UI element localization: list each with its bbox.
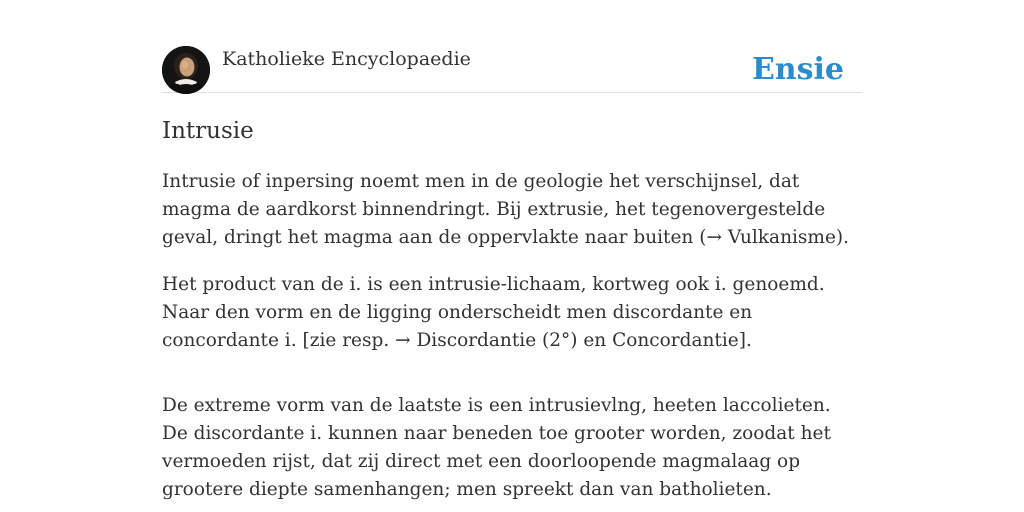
- article-paragraph: Intrusie of inpersing noemt men in de geologie het verschijnsel, dat magma de aardkorst binnendringt. Bij extrusie, het tegenovergestelde geval, dringt het magma aan de oppervlakte naar buiten (→ Vulkanisme).: [162, 171, 849, 248]
- brand-logo[interactable]: Ensie: [751, 52, 844, 87]
- site-header: [162, 46, 862, 93]
- avatar[interactable]: [162, 46, 210, 94]
- article-body: [162, 168, 862, 512]
- article-title: Intrusie: [162, 118, 254, 144]
- article-paragraph: Het product van de i. is een intrusie-lichaam, kortweg ook i. genoemd. Naar den vorm en de ligging onderscheidt men discordante en concordante i. [zie resp. → Discordantie (2°) en Concordantie].: [162, 274, 825, 351]
- portrait-avatar-icon: [162, 46, 210, 94]
- article-paragraph: De extreme vorm van de laatste is een intrusievlng, heeten laccolieten. De discordante i. kunnen naar beneden toe grooter worden, zoodat het vermoeden rijst, dat zij direct met een doorloopende magmalaag op grootere diepte samenhangen; men spreekt dan van batholieten.: [162, 395, 831, 500]
- site-name[interactable]: Katholieke Encyclopaedie: [222, 48, 471, 70]
